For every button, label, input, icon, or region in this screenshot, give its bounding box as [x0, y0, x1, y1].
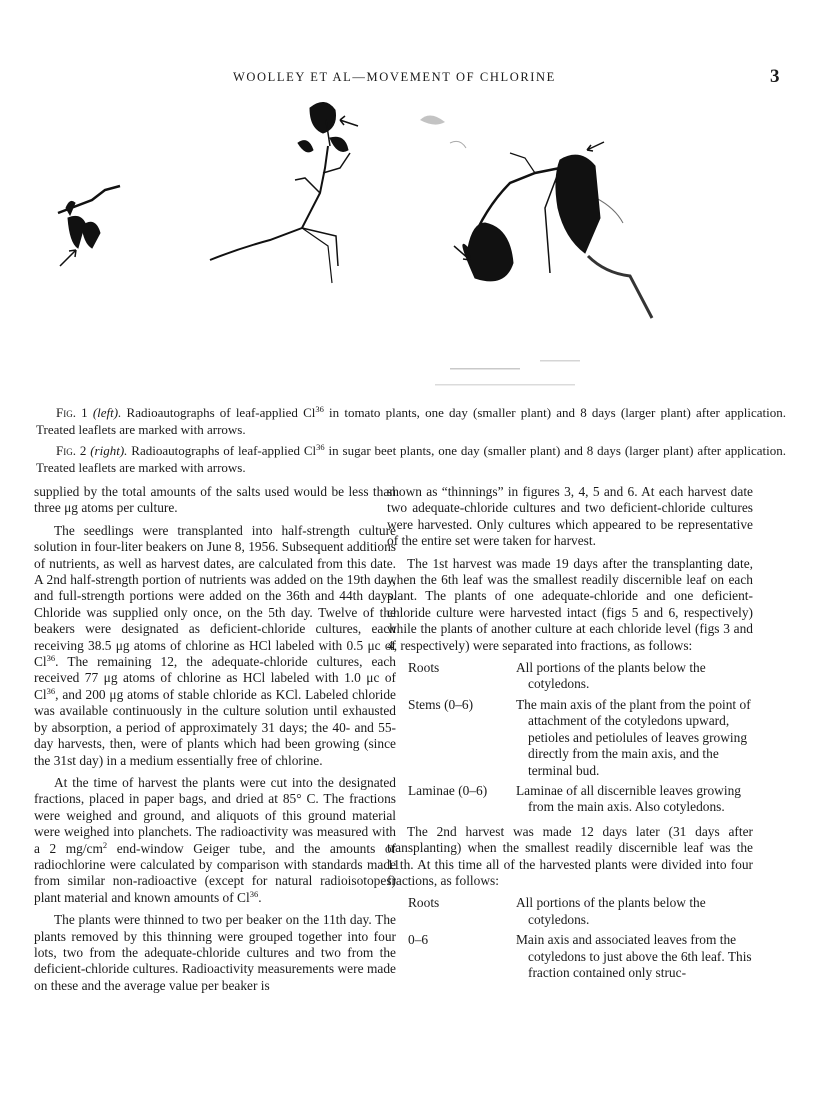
superscript: 36 — [315, 404, 324, 414]
definition-desc: All portions of the plants below the cotyledons. — [516, 895, 706, 927]
definition-row — [387, 783, 753, 816]
definition-term: Stems (0–6) — [408, 696, 474, 712]
sugar-beet-large — [463, 153, 652, 318]
right-column — [387, 484, 753, 989]
superscript: 36 — [316, 441, 325, 452]
caption-text: Radioautographs of leaf-applied Cl — [121, 405, 316, 420]
definition-term: Laminae (0–6) — [408, 782, 488, 798]
caption-text: Radioautographs of leaf-applied Cl — [127, 442, 317, 458]
paragraph — [34, 523, 396, 769]
caption-text: in tomato plants, one day (smaller plant) and 8 days (larger plant) after application. Treated leaflets are marked with arrows. — [36, 405, 786, 438]
film-specks — [435, 360, 580, 386]
figure-captions — [36, 404, 786, 480]
running-head: WOOLLEY ET AL—MOVEMENT OF CHLORINE — [233, 70, 556, 84]
definition-row — [387, 697, 753, 779]
caption-fig-1 — [36, 404, 786, 439]
arrow-icon — [60, 250, 76, 266]
page-number: 3 — [770, 66, 780, 87]
page-header — [0, 66, 816, 90]
caption-label: Fig. 2 — [56, 442, 87, 458]
definition-desc: Laminae of all discernible leaves growing from the main axis. Also cotyledons. — [516, 782, 741, 815]
paragraph — [34, 775, 396, 906]
definition-row — [387, 932, 753, 981]
caption-qualifier: (right). — [90, 442, 128, 458]
caption-fig-2 — [36, 442, 786, 477]
definition-desc: Main axis and associated leaves from the cotyledons to just above the 6th leaf. This fraction contained only struc- — [516, 932, 752, 980]
arrow-icon — [587, 142, 604, 151]
definition-desc: The main axis of the plant from the point of attachment of the cotyledons upward, petioles and petiolules of leaves growing directly from the main axis, and the terminal bud. — [516, 696, 751, 778]
caption-label: Fig. 1 — [56, 405, 88, 420]
paragraph: The plants were thinned to two per beaker on the 11th day. The plants removed by this thinning were grouped together into four lots, two from the adequate-chloride cultures and two from the deficient-chloride cultures. Radioactivity measurements were made on these and the average value per beaker is — [34, 912, 396, 993]
arrow-icon — [340, 116, 358, 126]
fraction-definitions-1 — [387, 660, 753, 816]
paragraph-text: , and 200 μg atoms of stable chloride as KCl. Labeled chloride was available continuously in the culture solution until exhausted by absorption, a period of approximately 31 days; the 40- and 55-day harvests, then, were of plants which had been growing (since the 31st day) in a medium essentially free of chlorine. — [34, 686, 396, 768]
definition-term: Roots — [408, 895, 440, 911]
sugar-beet-small — [420, 115, 466, 148]
left-column — [34, 484, 396, 1000]
superscript: 36 — [46, 653, 56, 664]
fraction-definitions-2 — [387, 895, 753, 981]
tomato-plant-large — [210, 102, 350, 283]
paragraph: The 2nd harvest was made 12 days later (31 days after transplanting) when the smallest readily discernible leaf was the 11th. At this time all of the harvested plants were divided into four fractions, as follows: — [387, 823, 753, 888]
superscript: 36 — [46, 685, 56, 696]
definition-term: Roots — [408, 660, 440, 676]
definition-desc: All portions of the plants below the cotyledons. — [516, 660, 706, 692]
caption-text: in sugar beet plants, one day (smaller plant) and 8 days (larger plant) after application. Treated leaflets are marked with arrows. — [36, 442, 786, 476]
definition-row — [387, 895, 753, 928]
paragraph: supplied by the total amounts of the salts used would be less than three μg atoms per culture. — [34, 484, 396, 516]
superscript: 2 — [102, 839, 108, 850]
caption-qualifier: (left). — [92, 405, 122, 420]
paragraph: The 1st harvest was made 19 days after the transplanting date, when the 6th leaf was the smallest readily discernible leaf on each plant. The plants of one adequate-chloride and one deficient-chloride culture were harvested intact (figs 5 and 6, respectively) while the plants of another culture at each chloride level (figs 3 and 4, respectively) were separated into fractions, as follows: — [387, 555, 753, 653]
paragraph: shown as “thinnings” in figures 3, 4, 5 and 6. At each harvest date two adequate-chloride cultures and two deficient-chloride cultures were harvested. Only cultures which appeared to be representative of the entire set were taken for harvest. — [387, 484, 753, 549]
paragraph-text: At the time of harvest the plants were cut into the designated fractions, placed in paper bags, and dried at 85° C. The fractions were weighed and ground, and aliquots of this ground material were weighed into planchets. The radioactivity was measured with a 2 mg/cm — [34, 774, 396, 856]
paragraph-text: The seedlings were transplanted into half-strength culture solution in four-liter beakers on June 8, 1956. Subsequent additions of nutrients, as well as harvest dates, are calculated from this date. A 2nd half-strength portion of nutrients was added on the 19th day, and full-strength portions were added on the 36th and 44th days. Chloride was supplied only once, on the 5th day. Twelve of the beakers were designated as deficient-chloride cultures, each receiving 38.5 μg atoms of chlorine as HCl labeled with 0.5 μc of Cl — [34, 522, 396, 670]
tomato-plant-small — [58, 186, 120, 248]
superscript: 36 — [249, 888, 259, 899]
definition-row — [387, 660, 753, 693]
paragraph-text: . — [258, 889, 262, 905]
paragraph-text: . The remaining 12, the adequate-chloride cultures, each received 77 μg atoms of chlorine as HCl labeled with 1.0 μc of Cl — [34, 654, 396, 702]
figure-radioautographs — [40, 98, 780, 398]
definition-term: 0–6 — [408, 932, 429, 948]
paragraph-text: end-window Geiger tube, and the amounts of radiochlorine were calculated by comparison with standards made from similar non-radioactive (except for natural radioisotopes) plant material and known amounts of Cl — [34, 840, 396, 905]
